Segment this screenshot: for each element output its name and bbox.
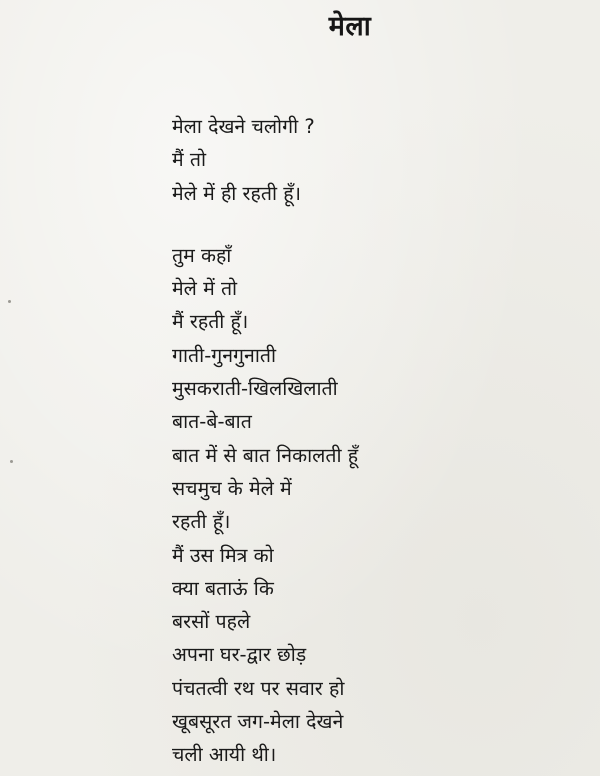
poem-line: चली आयी थी।: [172, 743, 277, 767]
poem-line: रहती हूँ।: [172, 510, 231, 534]
poem-title: मेला: [328, 11, 372, 42]
poem-line: मैं रहती हूँ।: [172, 310, 249, 334]
poem-line: मेले में ही रहती हूँ।: [172, 181, 301, 205]
page-speck: [10, 460, 13, 463]
poem-body: [172, 110, 572, 772]
stanza-break: [172, 210, 572, 239]
poem-line: सचमुच के मेले में: [172, 476, 292, 500]
poem-line: बात-बे-बात: [172, 410, 252, 434]
page-speck: [8, 300, 11, 303]
poem-line: गाती-गुनगुनाती: [172, 343, 277, 367]
poem-line: बरसों पहले: [172, 610, 251, 634]
poem-line: क्या बताऊं कि: [172, 576, 274, 600]
poem-line: पंचतत्वी रथ पर सवार हो: [172, 676, 345, 700]
poem-line: मैं तो: [172, 148, 207, 172]
poem-line: तुम कहाँ: [172, 243, 232, 267]
poem-line: मुसकराती-खिलखिलाती: [172, 377, 338, 401]
poem-line: खूबसूरत जग-मेला देखने: [172, 710, 344, 734]
poem-line: मेले में तो: [172, 277, 238, 301]
poem-line: बात में से बात निकालती हूँ: [172, 443, 359, 467]
poem-line: मैं उस मित्र को: [172, 543, 274, 567]
poem-line: अपना घर-द्वार छोड़: [172, 643, 307, 667]
poem-line: मेला देखने चलोगी ?: [172, 115, 315, 138]
